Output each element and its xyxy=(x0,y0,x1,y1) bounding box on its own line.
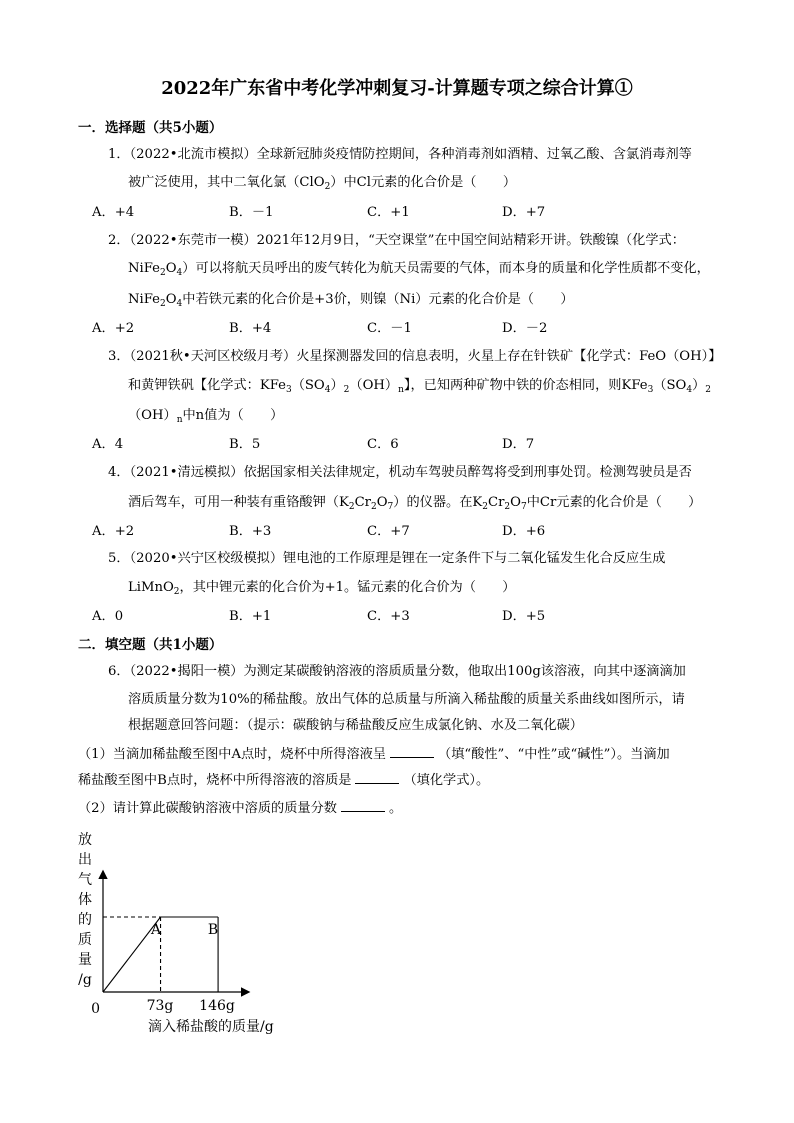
q2-options xyxy=(0,319,794,339)
point-label-b: B xyxy=(207,922,219,938)
q2-option-b[interactable]: B．+4 xyxy=(229,321,272,336)
q2-option-a[interactable]: A．+2 xyxy=(92,321,135,336)
q6-part2: （2）请计算此碳酸钠溶液中溶质的质量分数 。 xyxy=(78,801,403,816)
q2-line2: $NiFe_2O_4$）可以将航天员呼出的废气转化为航天员需要的气体，而本身的质量和化学性质都不变化， xyxy=(128,261,710,278)
q3-option-c[interactable]: C．6 xyxy=(367,437,399,452)
q5-option-b[interactable]: B．+1 xyxy=(229,609,272,624)
point-label-a: A xyxy=(150,922,162,938)
q4-option-d[interactable]: D．+6 xyxy=(502,524,546,539)
x-axis-label: 滴入稀盐酸的质量/g xyxy=(148,1019,274,1035)
q3-line1: 3．（2021秋•天河区校级月考）火星探测器发回的信息表明，火星上存在针铁矿【化学式：FeO（OH）】 xyxy=(108,349,722,364)
q3-line3: $(OH)_n$中n值为（ ） xyxy=(128,408,284,425)
y-label-char-8: /g xyxy=(78,972,92,988)
page-title: 2022年广东省中考化学冲刺复习-计算题专项之综合计算① xyxy=(161,78,633,99)
q4-line1: 4．（2021•清远模拟）依据国家相关法律规定，机动车驾驶员醉驾将受到刑事处罚。检测驾驶员是否 xyxy=(108,465,692,480)
q1-line2: 被广泛使用，其中二氧化氯（ClO$_2$）中Cl元素的化合价是（ ） xyxy=(128,175,517,192)
q6-line1: 6．（2022•揭阳一模）为测定某碳酸钠溶液的溶质质量分数，他取出100g该溶液，向其中逐滴滴加 xyxy=(108,664,686,679)
answer-blank-1[interactable] xyxy=(390,745,434,758)
q4-option-c[interactable]: C．+7 xyxy=(367,524,410,539)
y-label-char-4: 体 xyxy=(78,892,92,908)
y-axis-label xyxy=(78,832,92,988)
q5-option-c[interactable]: C．+3 xyxy=(367,609,410,624)
q2-line3: $NiFe_2O_4$中若铁元素的化合价是+3价，则镍（Ni）元素的化合价是（ ） xyxy=(128,292,574,309)
q3-option-d[interactable]: D．7 xyxy=(502,437,535,452)
q6-part1-line1: （1）当滴加稀盐酸至图中A点时，烧杯中所得溶液呈 （填“酸性”、“中性”或“碱性”）。当滴加 xyxy=(78,747,670,762)
q4-line2: 酒后驾车，可用一种装有重铬酸钾$(K_2Cr_2O_7)$的仪器。在$K_2Cr_2O_7$中Cr元素的化合价是（ ） xyxy=(128,495,702,512)
answer-blank-3[interactable] xyxy=(341,799,385,812)
x-tick-label-73: 73g xyxy=(146,998,174,1014)
q6-part1-line2: 稀盐酸至图中B点时，烧杯中所得溶液的溶质是 （填化学式）。 xyxy=(78,773,490,788)
q5-line1: 5．（2020•兴宁区校级模拟）锂电池的工作原理是锂在一定条件下与二氧化锰发生化合反应生成 xyxy=(108,551,666,566)
y-label-char-7: 量 xyxy=(78,952,92,968)
q1-line1: 1．（2022•北流市模拟）全球新冠肺炎疫情防控期间，各种消毒剂如酒精、过氧乙酸、含氯消毒剂等 xyxy=(108,147,692,162)
origin-label: 0 xyxy=(91,1001,100,1017)
y-label-char-5: 的 xyxy=(78,912,92,928)
y-label-char-2: 出 xyxy=(78,852,92,868)
q5-options xyxy=(0,607,794,627)
gas-mass-chart xyxy=(60,820,300,1040)
section-heading-choice: 一．选择题（共5小题） xyxy=(78,120,223,136)
q6-line2: 溶质质量分数为10%的稀盐酸。放出气体的总质量与所滴入稀盐酸的质量关系曲线如图所示，请 xyxy=(128,692,685,707)
q3-line2: 和黄钾铁矾【化学式：$KFe_3(SO_4)_2(OH)_n$】，已知两种矿物中铁的价态相同，则$KFe_3(SO_4)_2$ xyxy=(128,378,711,395)
q4-option-a[interactable]: A．+2 xyxy=(92,524,135,539)
q4-options xyxy=(0,522,794,542)
y-label-char-6: 质 xyxy=(78,932,92,948)
q3-option-a[interactable]: A．4 xyxy=(92,437,124,452)
q2-option-d[interactable]: D．－2 xyxy=(502,321,548,336)
q5-line2: LiMnO$_2$，其中锂元素的化合价为+1。锰元素的化合价为（ ） xyxy=(128,580,516,597)
q5-option-a[interactable]: A．0 xyxy=(92,609,124,624)
q1-option-d[interactable]: D．+7 xyxy=(502,205,546,220)
x-tick-label-146: 146g xyxy=(199,998,235,1014)
q1-option-c[interactable]: C．+1 xyxy=(367,205,410,220)
answer-blank-2[interactable] xyxy=(355,771,399,784)
q1-option-b[interactable]: B．－1 xyxy=(229,205,274,220)
q4-option-b[interactable]: B．+3 xyxy=(229,524,272,539)
section-heading-fill: 二．填空题（共1小题） xyxy=(78,637,223,653)
q3-options xyxy=(0,435,794,455)
y-label-char-1: 放 xyxy=(78,832,92,848)
q1-option-a[interactable]: A．+4 xyxy=(92,205,135,220)
q5-option-d[interactable]: D．+5 xyxy=(502,609,546,624)
q2-line1: 2．（2022•东莞市一模）2021年12月9日，“天空课堂”在中国空间站精彩开讲。铁酸镍（化学式： xyxy=(108,233,685,248)
q3-option-b[interactable]: B．5 xyxy=(229,437,261,452)
q2-option-c[interactable]: C．－1 xyxy=(367,321,412,336)
y-label-char-3: 气 xyxy=(78,872,92,888)
q6-line3: 根据题意回答问题：（提示：碳酸钠与稀盐酸反应生成氯化钠、水及二氧化碳） xyxy=(128,718,583,733)
q1-options xyxy=(0,203,794,223)
